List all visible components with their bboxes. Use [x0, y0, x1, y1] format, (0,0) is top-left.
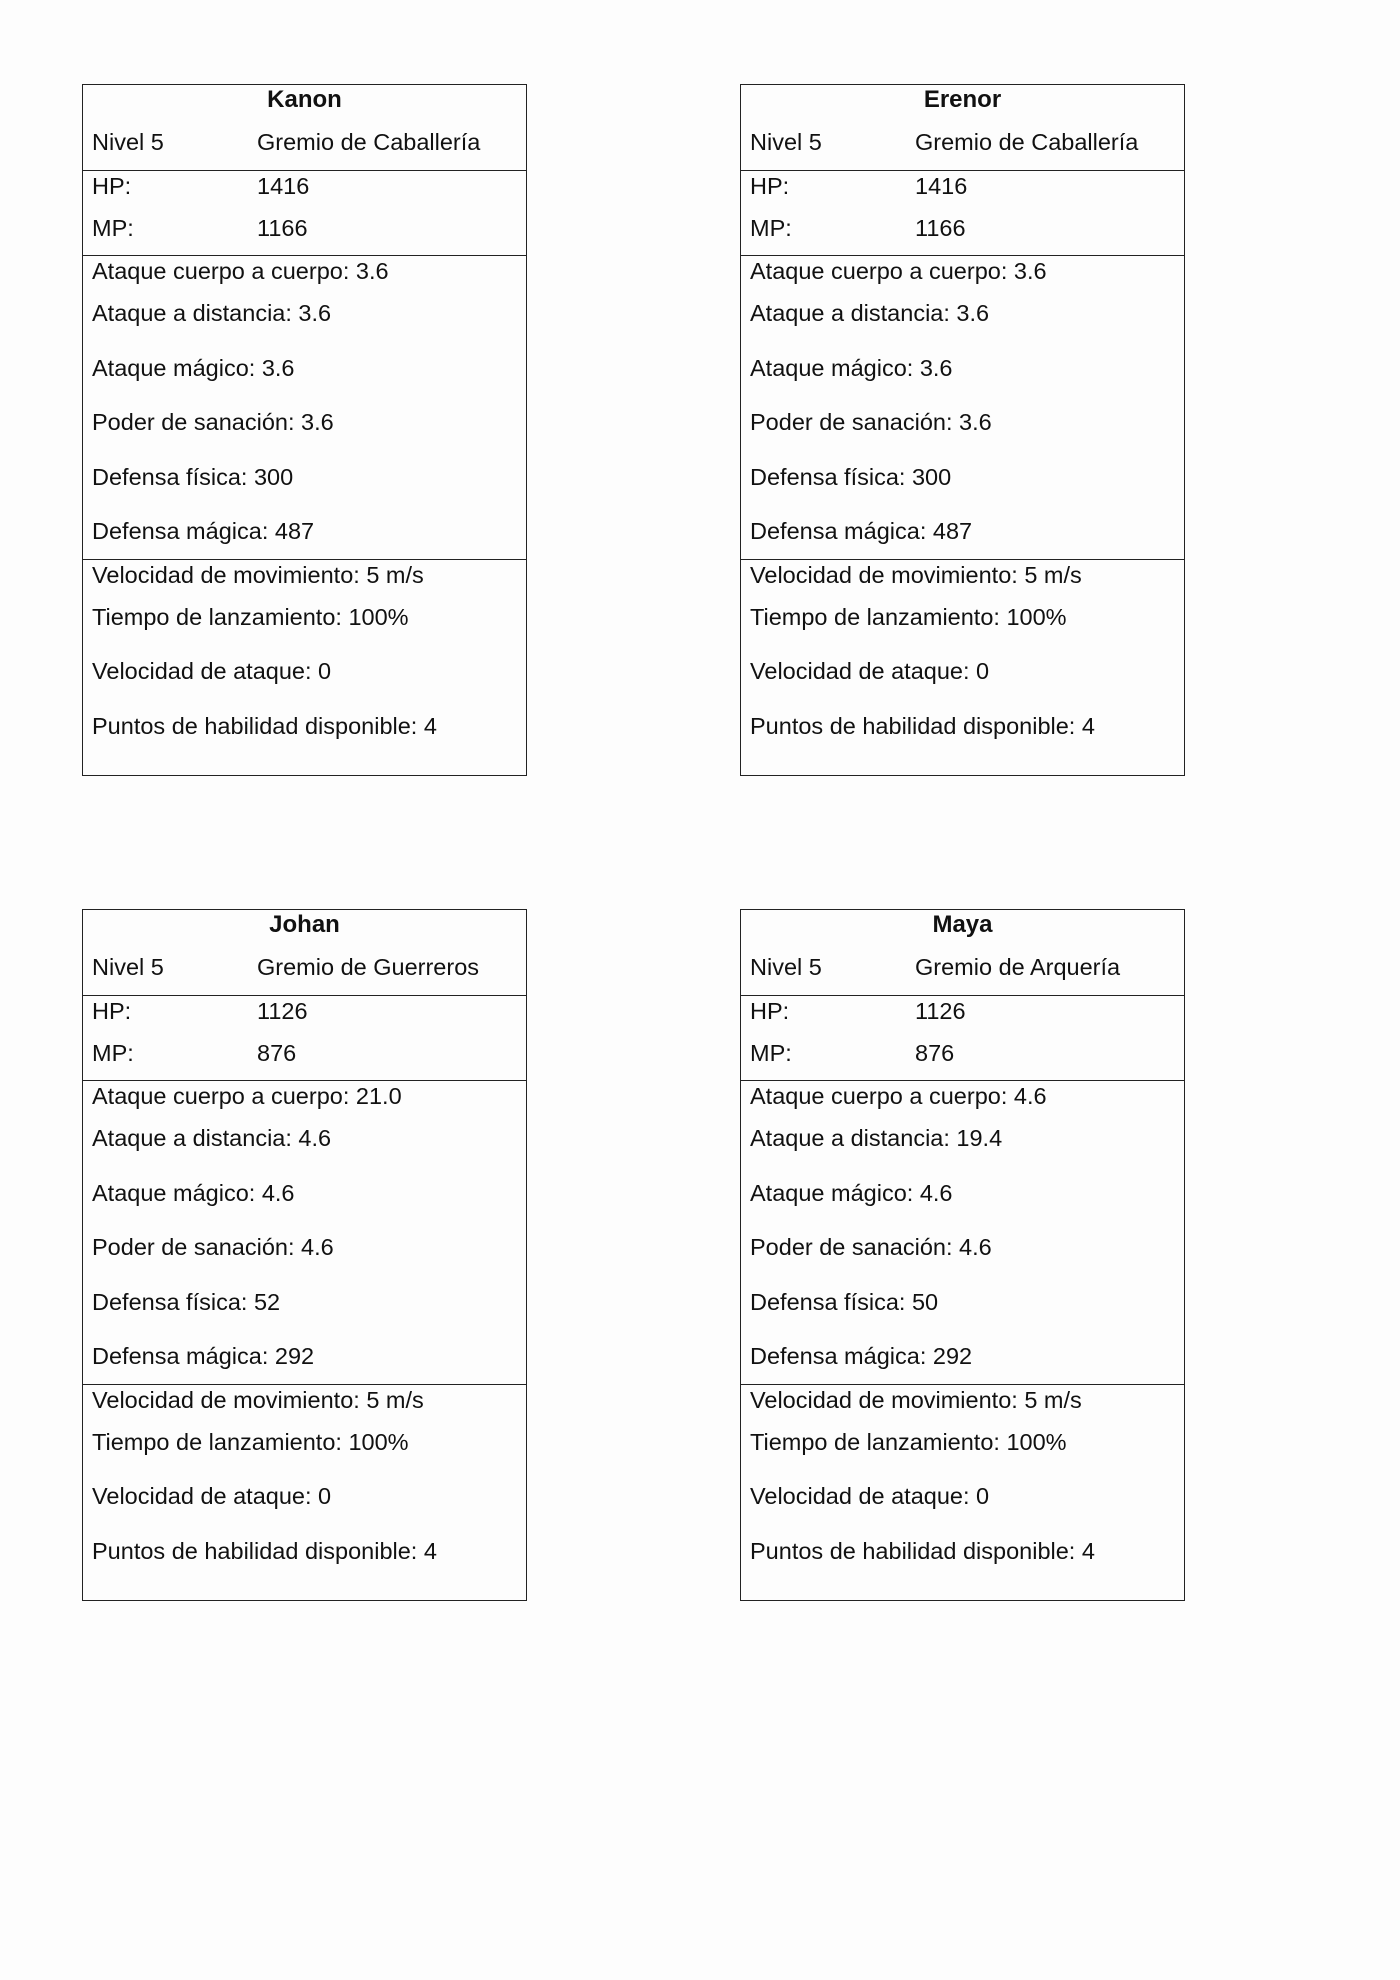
hp-row [741, 996, 1184, 1026]
card-header [83, 85, 526, 170]
hp-row [741, 171, 1184, 201]
level-label: Nivel 5 [750, 954, 822, 980]
attack-defense-section [83, 255, 526, 559]
mp-label: MP: [750, 1039, 792, 1066]
hp-label: HP: [92, 172, 132, 199]
cast-time: Tiempo de lanzamiento: 100% [92, 1428, 409, 1455]
magic-attack: Ataque mágico: 4.6 [750, 1179, 953, 1206]
skill-points: Puntos de habilidad disponible: 4 [750, 1537, 1095, 1564]
hp-value: 1126 [257, 997, 308, 1024]
guild-label: Gremio de Caballería [257, 129, 481, 155]
resources-section [83, 170, 526, 256]
character-name: Maya [932, 911, 993, 938]
character-card-johan [82, 909, 527, 1601]
hp-value: 1416 [915, 172, 968, 199]
mp-value: 1166 [257, 214, 308, 241]
attack-defense-section [741, 1080, 1184, 1384]
magic-defense: Defensa mágica: 487 [92, 518, 315, 544]
cast-time: Tiempo de lanzamiento: 100% [750, 603, 1067, 630]
resources-section [741, 170, 1184, 256]
card-header [741, 910, 1184, 995]
healing-power: Poder de sanación: 3.6 [750, 409, 992, 435]
mp-value: 876 [915, 1039, 955, 1066]
misc-stats-section [83, 559, 526, 776]
mp-row [83, 1026, 526, 1081]
hp-value: 1126 [915, 997, 966, 1024]
guild-label: Gremio de Guerreros [257, 954, 480, 980]
mp-label: MP: [92, 214, 134, 241]
guild-label: Gremio de Arquería [915, 954, 1121, 980]
skill-points: Puntos de habilidad disponible: 4 [92, 712, 437, 739]
mp-label: MP: [750, 214, 792, 241]
movement-speed: Velocidad de movimiento: 5 m/s [750, 1386, 1082, 1413]
misc-stats-section [741, 559, 1184, 776]
card-header [83, 910, 526, 995]
hp-row [83, 171, 526, 201]
level-label: Nivel 5 [92, 129, 164, 155]
mp-value: 1166 [915, 214, 966, 241]
card-header [741, 85, 1184, 170]
character-card-maya [740, 909, 1185, 1601]
magic-defense: Defensa mágica: 292 [92, 1343, 315, 1369]
movement-speed: Velocidad de movimiento: 5 m/s [92, 561, 424, 588]
cast-time: Tiempo de lanzamiento: 100% [92, 603, 409, 630]
healing-power: Poder de sanación: 4.6 [750, 1234, 992, 1260]
character-name: Kanon [267, 86, 342, 113]
physical-defense: Defensa física: 300 [92, 463, 294, 490]
magic-attack: Ataque mágico: 3.6 [92, 354, 295, 381]
level-guild-row [83, 940, 526, 995]
level-guild-row [741, 115, 1184, 170]
misc-stats-section [741, 1384, 1184, 1601]
ranged-attack: Ataque a distancia: 3.6 [750, 300, 990, 326]
character-card-kanon [82, 84, 527, 776]
physical-defense: Defensa física: 50 [750, 1288, 939, 1315]
resources-section [741, 995, 1184, 1081]
ranged-attack: Ataque a distancia: 4.6 [92, 1125, 332, 1151]
skill-points: Puntos de habilidad disponible: 4 [750, 712, 1095, 739]
healing-power: Poder de sanación: 3.6 [92, 409, 334, 435]
cast-time: Tiempo de lanzamiento: 100% [750, 1428, 1067, 1455]
character-name: Erenor [923, 86, 1002, 113]
melee-attack: Ataque cuerpo a cuerpo: 3.6 [92, 258, 389, 284]
level-guild-row [83, 115, 526, 170]
melee-attack: Ataque cuerpo a cuerpo: 3.6 [750, 258, 1047, 284]
level-label: Nivel 5 [92, 954, 164, 980]
melee-attack: Ataque cuerpo a cuerpo: 4.6 [750, 1083, 1047, 1109]
level-label: Nivel 5 [750, 129, 822, 155]
hp-label: HP: [750, 172, 790, 199]
melee-attack: Ataque cuerpo a cuerpo: 21.0 [92, 1083, 402, 1109]
ranged-attack: Ataque a distancia: 3.6 [92, 300, 332, 326]
magic-defense: Defensa mágica: 292 [750, 1343, 973, 1369]
resources-section [83, 995, 526, 1081]
hp-row [83, 996, 526, 1026]
character-card-erenor [740, 84, 1185, 776]
movement-speed: Velocidad de movimiento: 5 m/s [750, 561, 1082, 588]
healing-power: Poder de sanación: 4.6 [92, 1234, 334, 1260]
attack-speed: Velocidad de ataque: 0 [92, 1483, 332, 1509]
hp-label: HP: [92, 997, 132, 1024]
magic-defense: Defensa mágica: 487 [750, 518, 973, 544]
attack-speed: Velocidad de ataque: 0 [92, 658, 332, 684]
mp-row [83, 201, 526, 256]
attack-defense-section [741, 255, 1184, 559]
mp-row [741, 201, 1184, 256]
physical-defense: Defensa física: 52 [92, 1288, 281, 1315]
ranged-attack: Ataque a distancia: 19.4 [750, 1125, 1003, 1151]
attack-defense-section [83, 1080, 526, 1384]
movement-speed: Velocidad de movimiento: 5 m/s [92, 1386, 424, 1413]
mp-row [741, 1026, 1184, 1081]
skill-points: Puntos de habilidad disponible: 4 [92, 1537, 437, 1564]
mp-label: MP: [92, 1039, 134, 1066]
hp-value: 1416 [257, 172, 310, 199]
physical-defense: Defensa física: 300 [750, 463, 952, 490]
guild-label: Gremio de Caballería [915, 129, 1139, 155]
hp-label: HP: [750, 997, 790, 1024]
attack-speed: Velocidad de ataque: 0 [750, 1483, 990, 1509]
character-name: Johan [269, 911, 340, 938]
attack-speed: Velocidad de ataque: 0 [750, 658, 990, 684]
magic-attack: Ataque mágico: 4.6 [92, 1179, 295, 1206]
misc-stats-section [83, 1384, 526, 1601]
magic-attack: Ataque mágico: 3.6 [750, 354, 953, 381]
level-guild-row [741, 940, 1184, 995]
mp-value: 876 [257, 1039, 297, 1066]
